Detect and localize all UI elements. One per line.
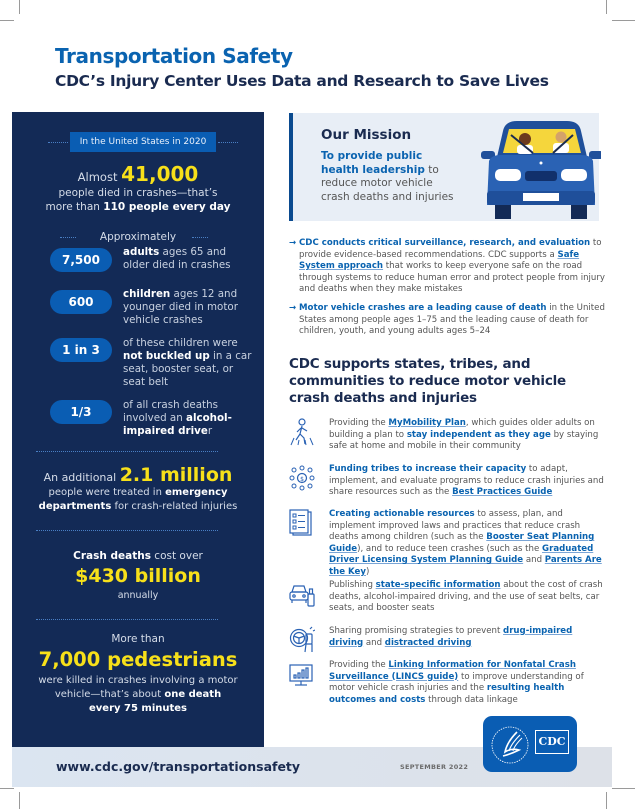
- stat-text-unbuckled: of these children were not buckled up in a car seat, booster seat, or seat belt: [123, 337, 252, 388]
- year-badge-row: [12, 132, 264, 152]
- divider: [36, 619, 218, 620]
- cost-suffix: annually: [117, 590, 159, 601]
- crop-mark: [606, 792, 607, 809]
- mission-box: [289, 113, 599, 221]
- drug-impaired-link[interactable]: drug-impaired driving: [329, 626, 573, 648]
- crop-mark: [19, 0, 20, 14]
- crop-mark: [0, 788, 14, 789]
- arrow-right-icon: →: [289, 302, 297, 313]
- stat-text-alcohol: of all crash deaths involved an alcohol-impaired driver: [123, 399, 232, 437]
- deaths-number: 41,000: [121, 162, 199, 186]
- crop-mark: [19, 792, 20, 809]
- best-practices-link[interactable]: Best Practices Guide: [452, 487, 553, 498]
- bar-chart-monitor-icon: [289, 660, 315, 688]
- mission-text: To provide public health leadership to reduce motor vehicle crash deaths and injuries: [321, 150, 454, 203]
- stat-pill-older-adults: 7,500: [50, 248, 112, 272]
- divider: [36, 530, 218, 531]
- gdl-link[interactable]: Graduated Driver Licensing System Planning Guide: [329, 543, 594, 566]
- safe-system-link[interactable]: Safe System approach: [299, 249, 580, 272]
- deaths-line2: more than: [45, 201, 104, 213]
- stats-panel: [12, 112, 264, 747]
- divider: [36, 451, 218, 452]
- car-illustration-icon: [481, 113, 601, 221]
- item-text: Providing the Linking Information for Nonfatal Crash Surveillance (LINCS guide) to improve understanding of motor vehicle crash injuries and the resulting health outcomes and costs through data linkage: [329, 660, 584, 705]
- crop-mark: [606, 0, 607, 14]
- divider: [192, 237, 208, 238]
- divider: [48, 142, 68, 143]
- deaths-line2-bold: 110 people every day: [103, 201, 231, 213]
- crop-mark: [0, 20, 14, 21]
- cost-number: $430 billion: [75, 565, 201, 587]
- mission-title: Our Mission: [321, 127, 412, 143]
- checklist-icon: [289, 509, 315, 537]
- section-heading: CDC supports states, tribes, and communities to reduce motor vehicle crash deaths and injuries: [289, 356, 567, 406]
- funding-network-icon: [289, 464, 315, 492]
- stat-pill-unbuckled: 1 in 3: [50, 338, 112, 362]
- distracted-driving-link[interactable]: distracted driving: [384, 637, 472, 648]
- cdc-wordmark: CDC: [535, 730, 569, 754]
- crop-mark: [612, 20, 635, 21]
- stat-pill-alcohol: 1/3: [50, 400, 112, 424]
- key-facts: [289, 238, 609, 345]
- item-text: Funding tribes to increase their capacity to adapt, implement, and evaluate programs to reduce crash injuries and share resources such as the Best Practices Guide: [329, 464, 604, 498]
- cdc-logo: [483, 716, 577, 772]
- car-bottle-icon: [289, 580, 315, 608]
- cost-stat: Crash deaths cost over $430 billion annually: [12, 549, 264, 603]
- ed-stat: An additional 2.1 million people were treated in emergency departments for crash-related injuries: [38, 464, 238, 512]
- stat-pill-children: 600: [50, 290, 112, 314]
- item-text: Creating actionable resources to assess, plan, and implement improved laws and practices that reduce crash deaths among children (such as the Booster Seat Planning Guide), and to reduce teen crashes (such as the Graduated Driver Licensing System Planning Guide and Parents Are the Key): [329, 509, 602, 577]
- item-text: Publishing state-specific information about the cost of crash deaths, alcohol-impaired driving, and the use of seat belts, car seats, and booster seats: [329, 580, 603, 614]
- item-text: Providing the MyMobility Plan, which guides older adults on building a plan to stay independent as they age by staying safe at home and mobile in their community: [329, 418, 599, 452]
- parents-key-link[interactable]: Parents Are the Key: [329, 555, 602, 577]
- arrow-right-icon: →: [289, 238, 297, 248]
- state-info-link[interactable]: state-specific information: [375, 580, 501, 590]
- year-badge: In the United States in 2020: [70, 132, 216, 152]
- deaths-stat: [12, 162, 264, 214]
- lincs-link[interactable]: Linking Information for Nonfatal Crash Surveillance (LINCS guide): [329, 660, 576, 682]
- mymobility-link[interactable]: MyMobility Plan: [388, 418, 466, 428]
- footer-url[interactable]: www.cdc.gov/transportationsafety: [56, 759, 301, 774]
- item-text: Sharing promising strategies to prevent drug-impaired driving and distracted driving: [329, 626, 573, 648]
- pedestrian-number: 7,000 pedestrians: [38, 648, 238, 671]
- bullet-leading-cause: → Motor vehicle crashes are a leading cause of death in the United States among people ages 1–75 and the leading cause of death for children, youth, and young adults ages 5–24: [289, 302, 605, 337]
- ed-prefix: An additional: [43, 471, 117, 484]
- svg-text:$: $: [300, 476, 304, 483]
- pedestrian-line1: were killed in crashes involving a motor: [38, 675, 238, 686]
- booster-seat-link[interactable]: Booster Seat Planning Guide: [329, 532, 595, 554]
- walking-person-icon: [289, 418, 315, 446]
- pedestrian-stat: More than 7,000 pedestrians were killed in crashes involving a motor vehicle—that’s about one death every 75 minutes: [12, 632, 264, 716]
- steering-phone-icon: [289, 626, 315, 654]
- approx-label: Approximately: [99, 231, 177, 243]
- divider: [218, 142, 238, 143]
- pedestrian-prefix: More than: [111, 633, 165, 645]
- stat-text-older-adults: adults ages 65 and older died in crashes: [123, 246, 231, 271]
- ed-number: 2.1 million: [119, 464, 233, 486]
- page-subtitle: CDC’s Injury Center Uses Data and Research to Save Lives: [55, 72, 549, 90]
- page-title: Transportation Safety: [55, 44, 293, 68]
- publication-date: SEPTEMBER 2022: [400, 763, 469, 771]
- deaths-line1: people died in crashes—that’s: [58, 187, 218, 199]
- deaths-prefix: Almost: [77, 170, 118, 184]
- stat-text-children: children ages 12 and younger died in motor vehicle crashes: [123, 288, 238, 326]
- bullet-surveillance: → CDC conducts critical surveillance, research, and evaluation to provide evidence-based recommendations. CDC supports a Safe System approach that works to keep everyone safe on the road through systems to reduce human error and protect people from injury and deaths when they make mistakes: [289, 238, 605, 295]
- hhs-eagle-icon: [489, 724, 531, 766]
- crop-mark: [612, 788, 635, 789]
